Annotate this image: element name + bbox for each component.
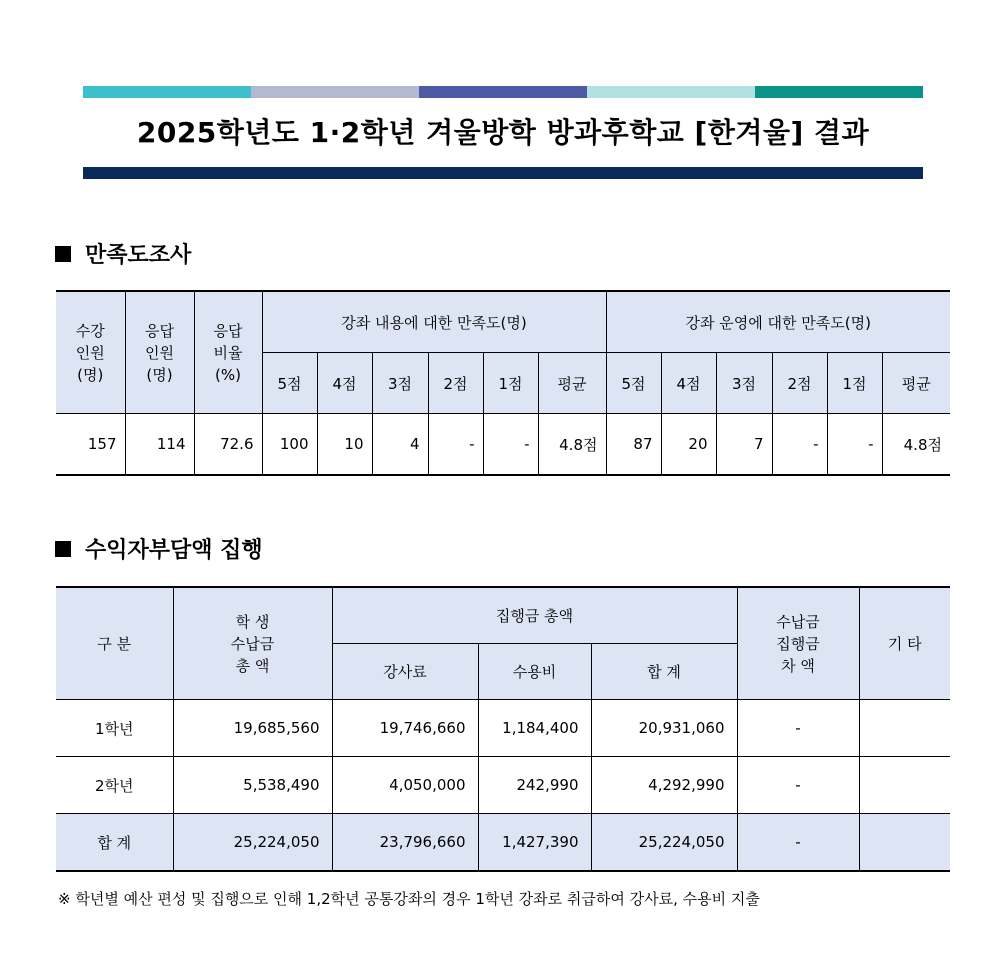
- cell-category: 1학년: [56, 700, 173, 757]
- cell-category: 2학년: [56, 757, 173, 814]
- header-score: 3점: [716, 353, 772, 414]
- cell-etc: [859, 814, 950, 872]
- cell-category: 합 계: [56, 814, 173, 872]
- cell-student-total: 5,538,490: [173, 757, 332, 814]
- header-score: 3점: [372, 353, 428, 414]
- cell-responded: 114: [125, 414, 194, 476]
- cell-difference: -: [737, 814, 859, 872]
- cell-lecture-fee: 23,796,660: [332, 814, 478, 872]
- cell-etc: [859, 757, 950, 814]
- table-row: [56, 700, 950, 757]
- table-row-total: [56, 814, 950, 872]
- cell-operation-score: 20: [661, 414, 716, 476]
- header-difference: 수납금 집행금 차 액: [737, 587, 859, 700]
- satisfaction-table: [56, 290, 950, 476]
- header-content-satisfaction: 강좌 내용에 대한 만족도(명): [262, 291, 606, 353]
- header-responded: 응답 인원 (명): [125, 291, 194, 414]
- header-score: 1점: [827, 353, 882, 414]
- cell-lecture-fee: 19,746,660: [332, 700, 478, 757]
- header-score: 2점: [772, 353, 827, 414]
- cell-operation-score: 7: [716, 414, 772, 476]
- header-average: 평균: [538, 353, 606, 414]
- cell-sum: 20,931,060: [591, 700, 737, 757]
- cell-operation-score: -: [827, 414, 882, 476]
- cell-content-score: 10: [317, 414, 372, 476]
- section-heading-text: 만족도조사: [85, 243, 192, 268]
- decorative-color-bar: [83, 86, 923, 98]
- header-score: 5점: [606, 353, 661, 414]
- cell-etc: [859, 700, 950, 757]
- cell-operation-average: 4.8점: [882, 414, 950, 476]
- header-operation-satisfaction: 강좌 운영에 대한 만족도(명): [606, 291, 950, 353]
- header-etc: 기 타: [859, 587, 950, 700]
- cell-enrolled: 157: [56, 414, 125, 476]
- square-bullet-icon: [55, 246, 71, 262]
- header-score: 5점: [262, 353, 317, 414]
- header-lecture-fee: 강사료: [332, 644, 478, 700]
- header-supplies: 수용비: [478, 644, 591, 700]
- header-execution-total: 집행금 총액: [332, 587, 737, 644]
- color-bar-segment: [83, 86, 251, 98]
- document-title: 2025학년도 1·2학년 겨울방학 방과후학교 [한겨울] 결과: [136, 116, 870, 149]
- cell-content-score: -: [428, 414, 483, 476]
- title-underline: [83, 167, 923, 179]
- cell-operation-score: 87: [606, 414, 661, 476]
- header-sum: 합 계: [591, 644, 737, 700]
- color-bar-segment: [755, 86, 923, 98]
- header-score: 1점: [483, 353, 538, 414]
- cell-content-score: 100: [262, 414, 317, 476]
- cell-operation-score: -: [772, 414, 827, 476]
- header-student-total: 학 생 수납금 총 액: [173, 587, 332, 700]
- cell-content-score: 4: [372, 414, 428, 476]
- square-bullet-icon: [55, 541, 71, 557]
- expense-table: [56, 586, 950, 872]
- header-score: 4점: [661, 353, 716, 414]
- footnote: ※ 학년별 예산 편성 및 집행으로 인해 1,2학년 공통강좌의 경우 1학년 강좌로 취급하여 강사료, 수용비 지출: [58, 890, 760, 908]
- cell-student-total: 25,224,050: [173, 814, 332, 872]
- color-bar-segment: [251, 86, 419, 98]
- cell-content-average: 4.8점: [538, 414, 606, 476]
- color-bar-segment: [419, 86, 587, 98]
- section-heading-expense: [55, 533, 263, 564]
- header-enrolled: 수강 인원 (명): [56, 291, 125, 414]
- color-bar-segment: [587, 86, 755, 98]
- cell-supplies: 242,990: [478, 757, 591, 814]
- header-score: 4점: [317, 353, 372, 414]
- section-heading-satisfaction: [55, 238, 191, 269]
- cell-difference: -: [737, 757, 859, 814]
- header-response-rate: 응답 비율 (%): [194, 291, 262, 414]
- table-row: [56, 757, 950, 814]
- cell-content-score: -: [483, 414, 538, 476]
- cell-student-total: 19,685,560: [173, 700, 332, 757]
- cell-response-rate: 72.6: [194, 414, 262, 476]
- header-score: 2점: [428, 353, 483, 414]
- cell-sum: 4,292,990: [591, 757, 737, 814]
- cell-lecture-fee: 4,050,000: [332, 757, 478, 814]
- header-category: 구 분: [56, 587, 173, 700]
- cell-difference: -: [737, 700, 859, 757]
- header-average: 평균: [882, 353, 950, 414]
- cell-supplies: 1,184,400: [478, 700, 591, 757]
- cell-supplies: 1,427,390: [478, 814, 591, 872]
- section-heading-text: 수익자부담액 집행: [85, 538, 263, 563]
- cell-sum: 25,224,050: [591, 814, 737, 872]
